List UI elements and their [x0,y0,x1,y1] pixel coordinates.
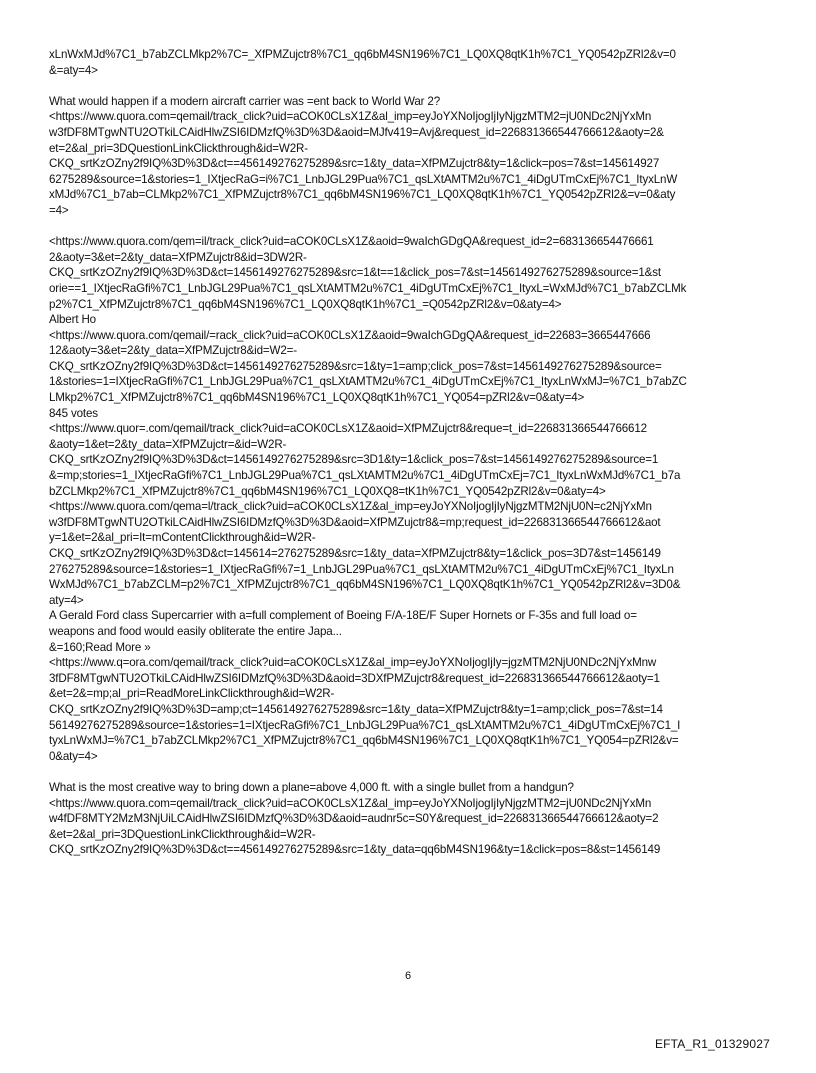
question-link-handgun[interactable]: What is the most creative way to bring down a plane=above 4,000 ft. with a single bullet from a handgun? <https://www.quora.com=qemail/track_click?uid=aCOK0CLsX1Z&al_imp=eyJoYXNoIjogIjIyNjgzMTM2=jU0NDc2NjYxMn w4fDF8MTY2MzM3NjUiLCAidHlwZSI6IDMzfQ%3D%3D&aoid=audnr5c=S0Y&request_id=226831366544766612&aoty=2 &et=2&al_pri=3DQuestionLinkClickthrough&id=W2R- CKQ_srtKzOZny2f9IQ%3D%3D&ct==456149276275289&src=1&ty_data=qq6bM4SN196&ty=1&click=pos=8&st=1456149 [49,780,661,857]
author-link[interactable]: <https://www.quora.com/qem=il/track_click?uid=aCOK0CLsX1Z&aoid=9waIchGDgQA&request_id=2=683136654476661 2&aoty=3&et=2&ty_data=XfPMZujctr8&id=3DW2R- CKQ_srtKzOZny2f9IQ%3D%3D&ct=1456149276275289&src=1&t==1&click_pos=7&st=1456149276275289&source=1&st orie==1_IXtjecRaGfi%7C1_LnbJGL29Pua%7C1_qsLXtAMTM2u%7C1_4iDgUTmCxEj%7C1_ItyxL=WxMJd%7C1_b7abZCLMk p2%7C1_XfPMZujctr8%7C1_qq6bM4SN196%7C1_LQ0XQ8qtK1h%7C1_=Q0542pZRl2&v=0&aty=4> [49,235,687,311]
author-profile-link[interactable]: <https://www.quora.com/qemail/=rack_click?uid=aCOK0CLsX1Z&aoid=9waIchGDgQA&request_id=22683=3665447666 12&aoty=3&et=2&ty_data=XfPMZujctr8&id=W2=- CKQ_srtKzOZny2f9IQ%3D%3D&ct=1456149276275289&src=1&ty=1=amp;click_pos=7&st=1456149276275289&source= 1&stories=1=IXtjecRaGfi%7C1_LnbJGL29Pua%7C1_qsLXtAMTM2u%7C1_4iDgUTmCxEj%7C1_ItyxLnWxMJ=%7C1_b7abZC LMkp2%7C1_XfPMZujctr8%7C1_qq6bM4SN196%7C1_LQ0XQ8qtK1h%7C1_YQ054=pZRl2&v=0&aty=4> [49,328,687,405]
vote-count: 845 votes [49,406,98,420]
answer-content-link[interactable]: <https://www.quora.com/qema=l/track_click?uid=aCOK0CLsX1Z&al_imp=eyJoYXNoIjogIjIyNjgzMTM2NjU0N=c2NjYxMn w3fDF8MTgwNTU2OTkiLCAidHlwZSI6IDMzfQ%3D%3D&aoid=XfPMZujctr8&=mp;request_id=226831366544766612&aot y=1&et=2&al_pri=It=mContentClickthrough&id=W2R- CKQ_srtKzOZny2f9IQ%3D%3D&ct=145614=276275289&src=1&ty_data=XfPMZujctr8&ty=1&click_pos=3D7&st=1456149 276275289&source=1&stories=1_IXtjecRaGfi%7=1_LnbJGL29Pua%7C1_qsLXtAMTM2u%7C1_4iDgUTmCxEj%7C1_ItyxLn WxMJd%7C1_b7abZCLM=p2%7C1_XfPMZujctr8%7C1_qq6bM4SN196%7C1_LQ0XQ8qtK1h%7C1_YQ0542pZRl2&v=3D0& aty=4> [49,500,681,607]
email-text-fragment: xLnWxMJd%7C1_b7abZCLMkp2%7C=_XfPMZujctr8%7C1_qq6bM4SN196%7C1_LQ0XQ8qtK1h%7C1_YQ0542pZRl2&v=0 &=aty=4> [49,48,676,77]
read-more-label[interactable]: &=160;Read More » [49,640,151,654]
read-more-link[interactable]: <https://www.q=ora.com/qemail/track_click?uid=aCOK0CLsX1Z&al_imp=eyJoYXNoIjogIjIy=jgzMTM2NjU0NDc2NjYxMnw 3fDF8MTgwNTU2OTkiLCAidHlwZSI6IDMzfQ%3D%3D&aoid=3DXfPMZujctr8&request_id=226831366544766612&aoty=1 &et=2&=mp;al_pri=ReadMoreLinkClickthrough&id=W2R- CKQ_srtKzOZny2f9IQ%3D%3D=amp;ct=1456149276275289&src=1&ty_data=XfPMZujctr8&ty=1=amp;click_pos=7&st=14 56149276275289&source=1&stories=1=IXtjecRaGfi%7C1_LnbJGL29Pua%7C1_qsLXtAMTM2u%7C1_4iDgUTmCxEj%7C1_I tyxLnWxMJ=%7C1_b7abZCLMkp2%7C1_XfPMZujctr8%7C1_qq6bM4SN196%7C1_LQ0XQ8qtK1h%7C1_YQ054=pZRl2&v= 0&aty=4> [49,656,681,763]
document-body [49,47,771,858]
page-number: 6 [404,970,412,982]
question-link-aircraft-carrier[interactable]: What would happen if a modern aircraft carrier was =ent back to World War 2? <https://www.quora.com=qemail/track_click?uid=aCOK0CLsX1Z&al_imp=eyJoYXNoIjogIjIyNjgzMTM2=jU0NDc2NjYxMn w3fDF8MTgwNTU2OTkiLCAidHlwZSI6IDMzfQ%3D%3D&aoid=MJfv419=Avj&request_id=226831366544766612&aoty=2& et=2&al_pri=3DQuestionLinkClickthrough&id=W2R- CKQ_srtKzOZny2f9IQ%3D%3D&ct==456149276275289&src=1&ty_data=XfPMZujctr8&ty=1&click=pos=7&st=145614927 6275289&source=1&stories=1_IXtjecRaG=i%7C1_LnbJGL29Pua%7C1_qsLXtAMTM2u%7C1_4iDgUTmCxEj%7C1_ItyxLnW xMJd%7C1_b7ab=CLMkp2%7C1_XfPMZujctr8%7C1_qq6bM4SN196%7C1_LQ0XQ8qtK1h%7C1_YQ0542pZRl2&=v=0&aty =4> [49,94,678,217]
bates-number: EFTA_R1_01329027 [654,1037,770,1051]
votes-link[interactable]: <https://www.quor=.com/qemail/track_click?uid=aCOK0CLsX1Z&aoid=XfPMZujctr8&reque=t_id=226831366544766612 &aoty=1&et=2&ty_data=XfPMZujctr=&id=W2R- CKQ_srtKzOZny2f9IQ%3D%3D&ct=1456149276275289&src=3D1&ty=1&click_pos=7&st=1456149276275289&source=1 &=mp;stories=1_IXtjecRaGfi%7C1_LnbJGL29Pua%7C1_qsLXtAMTM2u%7C1_4iDgUTmCxEj=7C1_ItyxLnWxMJd%7C1_b7a bZCLMkp2%7C1_XfPMZujctr8%7C1_qq6bM4SN196%7C1_LQ0XQ8=tK1h%7C1_YQ0542pZRl2&v=0&aty=4> [49,422,681,498]
answer-excerpt: A Gerald Ford class Supercarrier with a=full complement of Boeing F/A-18E/F Super Hornets or F-35s and full load o= weapons and food would easily obliterate the entire Japa... [49,609,637,638]
author-name: Albert Ho [49,313,96,327]
